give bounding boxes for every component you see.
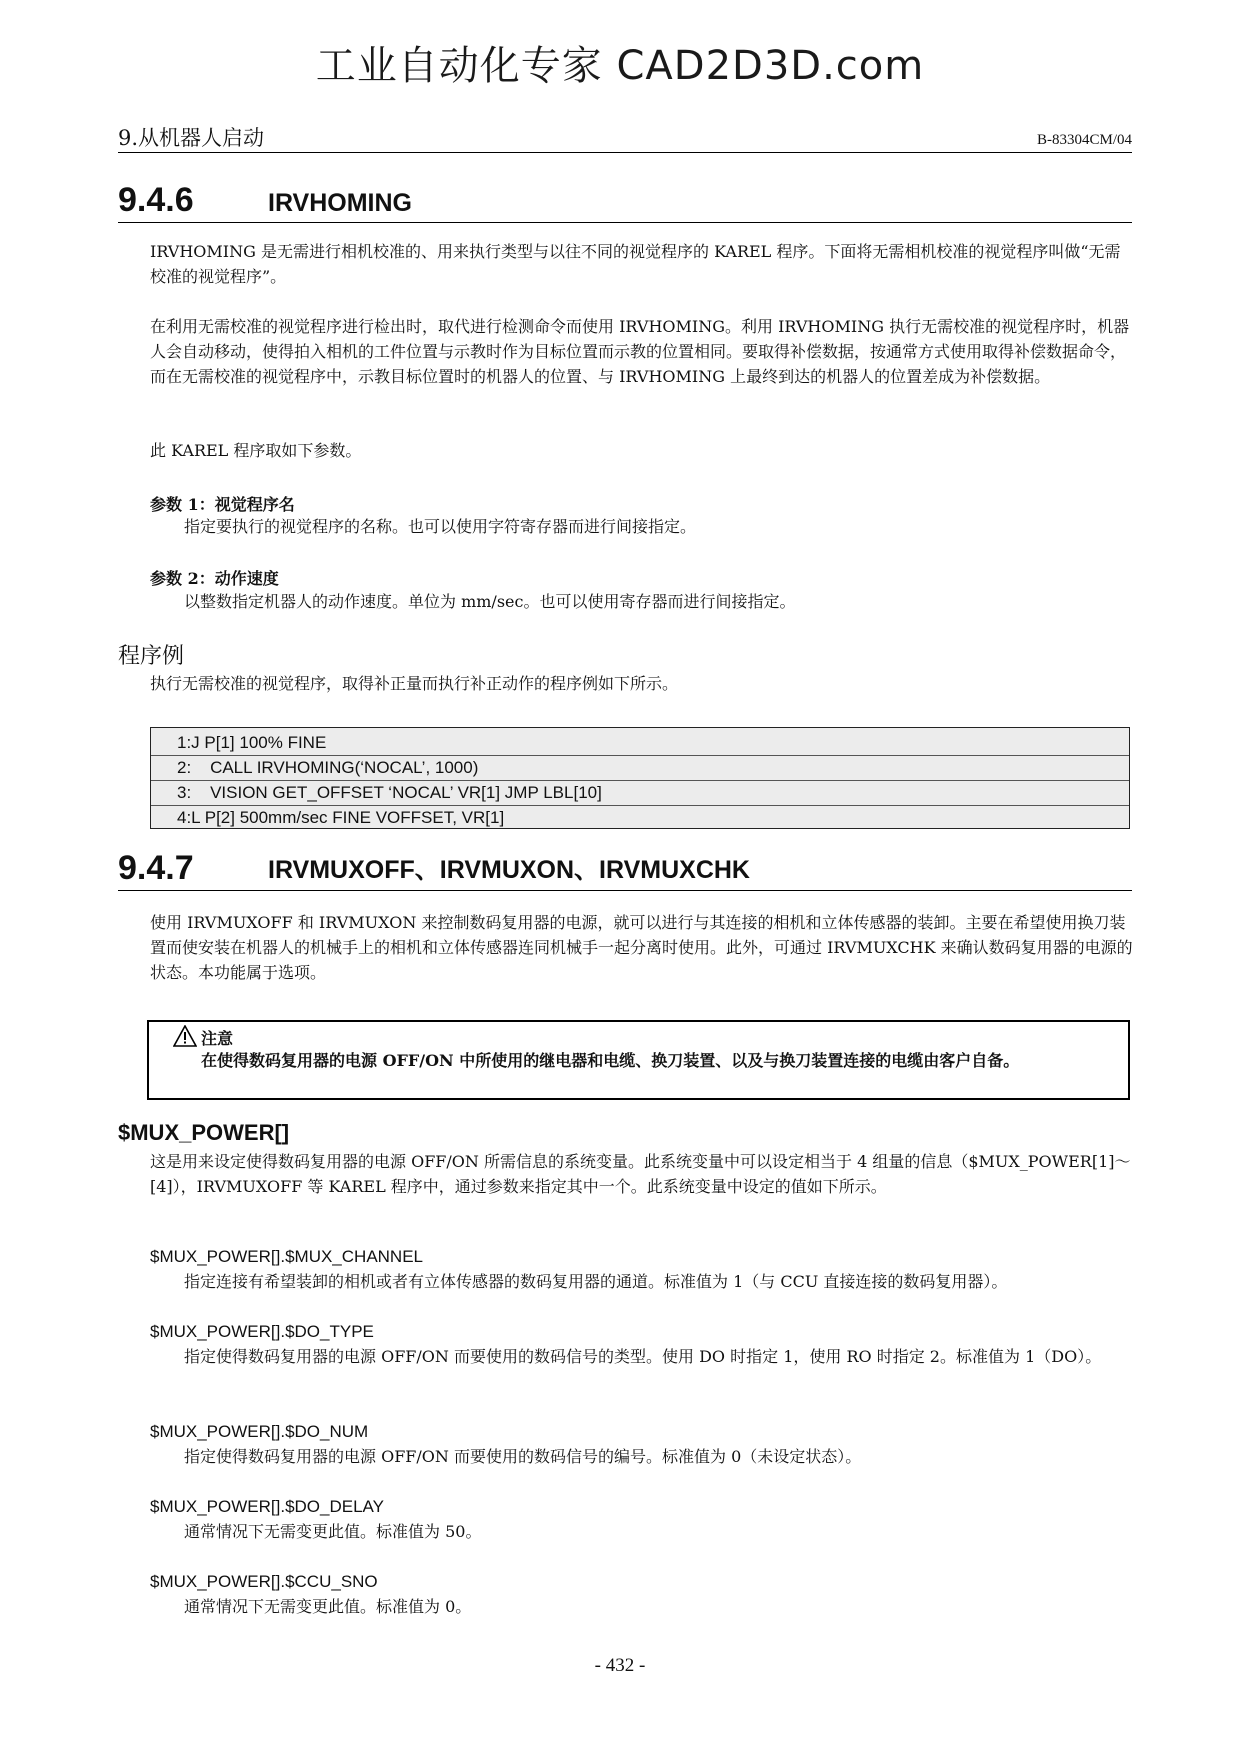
variable-name: $MUX_POWER[].$DO_NUM [150,1422,369,1441]
mux-power-heading: $MUX_POWER[] [118,1120,290,1145]
code-line: 3: VISION GET_OFFSET ‘NOCAL’ VR[1] JMP LBL[10] [151,781,1129,806]
caution-caption: 注意 [201,1029,234,1048]
section-number: 9.4.7 [118,849,194,887]
variable-description: 指定使得数码复用器的电源 OFF/ON 而要使用的数码信号的类型。使用 DO 时指定 1，使用 RO 时指定 2。标准值为 1（DO）。 [184,1347,1102,1366]
document-number: B-83304CM/04 [1036,132,1132,148]
warning-icon [173,1025,197,1047]
param1-label: 参数 1：视觉程序名 [150,495,295,514]
variable-name: $MUX_POWER[].$MUX_CHANNEL [150,1247,424,1266]
mux-power-intro: 这是用来设定使得数码复用器的电源 OFF/ON 所需信息的系统变量。此系统变量中可以设定相当于 4 组量的信息（$MUX_POWER[1]～[4]），IRVMUXOFF 等 KAREL 程序中，通过参数来指定其中一个。此系统变量中设定的值如下所示。 [150,1152,1131,1196]
paragraph: 在利用无需校准的视觉程序进行检出时，取代进行检测命令而使用 IRVHOMING。利用 IRVHOMING 执行无需校准的视觉程序时，机器人会自动移动，使得拍入相机的工件位置与示教时作为目标位置而示教的位置相同。要取得补偿数据，按通常方式使用取得补偿数据命令，而在无需校准的视觉程序中，示教目标位置时的机器人的位置、与 IRVHOMING 上最终到达的机器人的位置差成为补偿数据。 [150,317,1130,386]
caution-box [147,1020,1130,1100]
section-title: IRVMUXOFF、IRVMUXON、IRVMUXCHK [268,856,750,884]
section-heading-947 [118,850,1132,891]
variable-description: 指定连接有希望装卸的相机或者有立体传感器的数码复用器的通道。标准值为 1（与 CCU 直接连接的数码复用器）。 [184,1272,1008,1291]
example-heading: 程序例 [118,644,185,669]
section-number: 9.4.6 [118,181,194,219]
variable-name: $MUX_POWER[].$DO_DELAY [150,1497,384,1516]
code-line: 1:J P[1] 100% FINE [151,731,1129,756]
paragraph: IRVHOMING 是无需进行相机校准的、用来执行类型与以往不同的视觉程序的 KAREL 程序。下面将无需相机校准的视觉程序叫做“无需校准的视觉程序”。 [150,242,1121,286]
variable-name: $MUX_POWER[].$DO_TYPE [150,1322,374,1341]
code-line: 2: CALL IRVHOMING(‘NOCAL’, 1000) [151,756,1129,781]
section-heading-946 [118,182,1132,223]
paragraph: 此 KAREL 程序取如下参数。 [150,441,362,460]
code-example-box [150,727,1130,829]
variable-description: 指定使得数码复用器的电源 OFF/ON 而要使用的数码信号的编号。标准值为 0（未设定状态）。 [184,1447,862,1466]
paragraph: 使用 IRVMUXOFF 和 IRVMUXON 来控制数码复用器的电源，就可以进行与其连接的相机和立体传感器的装卸。主要在希望使用换刀装置而使安装在机器人的机械手上的相机和立体传感器连同机械手一起分离时使用。此外，可通过 IRVMUXCHK 来确认数码复用器的电源的状态。本功能属于选项。 [150,913,1133,982]
example-intro: 执行无需校准的视觉程序，取得补正量而执行补正动作的程序例如下所示。 [150,674,679,693]
param1-description: 指定要执行的视觉程序的名称。也可以使用字符寄存器而进行间接指定。 [184,517,697,536]
param2-description: 以整数指定机器人的动作速度。单位为 mm/sec。也可以使用寄存器而进行间接指定。 [184,592,796,611]
page-header [118,126,1132,153]
variable-description: 通常情况下无需变更此值。标准值为 50。 [184,1522,482,1541]
param2-label: 参数 2：动作速度 [150,569,279,588]
page-number: - 432 - [594,1655,646,1676]
caution-body: 在使得数码复用器的电源 OFF/ON 中所使用的继电器和电缆、换刀装置、以及与换刀装置连接的电缆由客户自备。 [201,1051,1020,1070]
chapter-title: 9.从机器人启动 [118,126,265,150]
watermark-title: 工业自动化专家 CAD2D3D.com [315,43,925,89]
section-title: IRVHOMING [268,189,412,217]
variable-description: 通常情况下无需变更此值。标准值为 0。 [184,1597,472,1616]
code-line: 4:L P[2] 500mm/sec FINE VOFFSET, VR[1] [177,808,505,827]
variable-name: $MUX_POWER[].$CCU_SNO [150,1572,378,1591]
